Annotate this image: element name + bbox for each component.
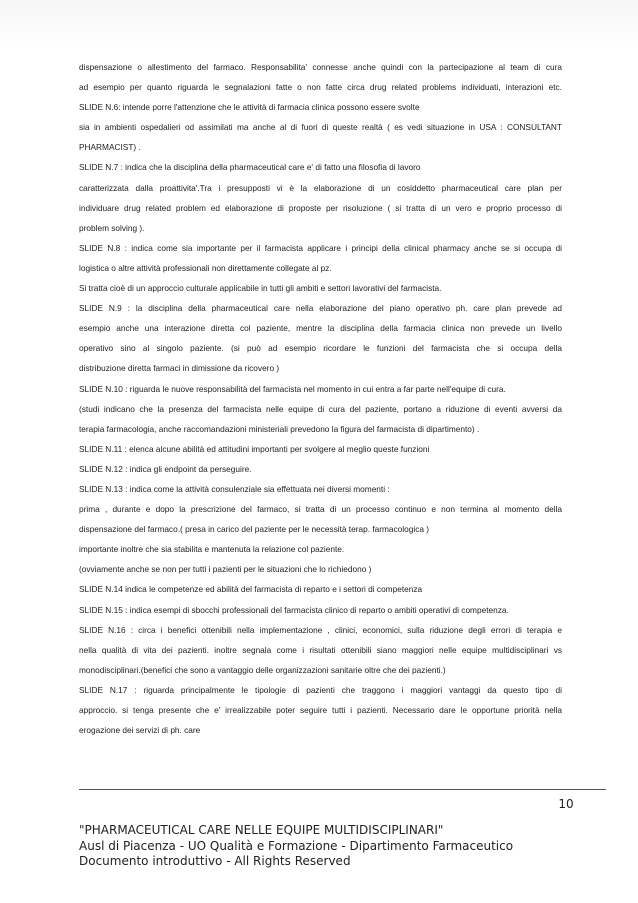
- text-line: SLIDE N.12 : indica gli endpoint da perseguire.: [79, 463, 252, 474]
- text-line: sia in ambienti ospedalieri od assimilati ma anche al di fuori di queste realtà ( es vedi situazione in USA : CONSULTANT: [79, 122, 562, 133]
- text-line: dispensazione o allestimento del farmaco. Responsabilita' connesse anche quindi con la partecipazione al team di cura: [79, 62, 562, 72]
- text-line: SLIDE N.6: intende porre l'attenzione che le attività di farmacia clinica possono essere svolte: [79, 102, 420, 113]
- text-line: dispensazione del farmaco.( presa in carico del paziente per le necessità terap. farmacologica ): [79, 524, 430, 535]
- text-line: (studi indicano che la presenza del farmacista nelle equipe di cura del paziente, portano a riduzione di eventi avversi da: [79, 403, 562, 414]
- text-line: individuare drug related problem ed elaborazione di proposte per risoluzione ( si tratta di un vero e proprio processo di: [79, 202, 562, 213]
- text-line: SLIDE N.9 : la disciplina della pharmaceutical care nella elaborazione del piano operativo ph. care plan prevede ad: [79, 303, 562, 314]
- footer-title: "PHARMACEUTICAL CARE NELLE EQUIPE MULTIDISCIPLINARI": [79, 823, 444, 837]
- text-line: SLIDE N.13 : indica come la attività consulenziale sia effettuata nei diversi momenti :: [79, 483, 390, 494]
- footer-rights: Documento introduttivo - All Rights Reserved: [79, 854, 351, 868]
- footer-divider: [79, 789, 606, 790]
- text-line: SLIDE N.14 indica le competenze ed abilità del farmacista di reparto e i settori di competenza: [79, 584, 423, 595]
- page-footer: [79, 823, 579, 870]
- body-text: [79, 57, 562, 740]
- page-number: 10: [558, 797, 574, 811]
- text-line: Si tratta cioè di un approccio culturale applicabile in tutti gli ambiti e settori lavorativi del farmacista.: [79, 283, 442, 294]
- text-line: monodisciplinari.(benefici che sono a vantaggio delle organizzazioni sanitarie oltre che dei pazienti.): [79, 664, 446, 675]
- text-line: approccio. si tenga presente che e' irrealizzabile poter seguire tutti i pazienti. Necessario dare le opportune priorità nella: [79, 705, 562, 715]
- text-line: logistica o altre attività professionali non direttamente collegate al pz.: [79, 262, 332, 273]
- text-line: importante inoltre che sia stabilita e mantenuta la relazione col paziente.: [79, 544, 345, 555]
- text-line: prima , durante e dopo la prescrizione del farmaco, si tratta di un processo continuo e non termina al momento della: [79, 504, 562, 515]
- text-line: SLIDE N.17 : riguarda principalmente le tipologie di pazienti che traggono i maggiori vantaggi da questo tipo di: [79, 684, 562, 695]
- text-line: distribuzione diretta farmaci in dimissione da ricovero ): [79, 363, 280, 374]
- text-line: SLIDE N.7 : indica che la disciplina della pharmaceutical care e' di fatto una filosofia di lavoro: [79, 162, 421, 173]
- text-line: terapia farmacologia, anche raccomandazioni ministeriali prevedono la figura del farmacista di dipartimento) .: [79, 423, 480, 434]
- text-line: PHARMACIST) .: [79, 142, 141, 153]
- text-line: SLIDE N.10 : riguarda le nuove responsabilità del farmacista nel momento in cui entra a far parte nell'equipe di cura.: [79, 383, 506, 394]
- text-line: ad esempio per quanto riguarda le segnalazioni fatte o non fatte circa drug related problems individuati, interazioni etc.: [79, 82, 562, 93]
- text-line: operativo sino al singolo paziente. (si può ad esempio ricordare le funzioni del farmacista che si occupa della: [79, 343, 562, 354]
- text-line: SLIDE N.11 : elenca alcune abilità ed attitudini importanti per svolgere al meglio queste funzioni: [79, 443, 430, 454]
- text-line: erogazione dei servizi di ph. care: [79, 725, 201, 736]
- text-line: SLIDE N.8 : indica come sia importante per il farmacista applicare i principi della clinical pharmacy anche se si occupa di: [79, 242, 562, 253]
- footer-organization: Ausl di Piacenza - UO Qualità e Formazione - Dipartimento Farmaceutico: [79, 838, 514, 853]
- text-line: nella qualità di vita dei pazienti. inoltre segnala come i risultati ottenibili siano maggiori nelle equipe multidisciplinari vs: [79, 644, 562, 655]
- text-line: esempio anche una interazione diretta col paziente, mentre la disciplina della farmacia clinica non prevede un livello: [79, 323, 562, 334]
- text-line: SLIDE N.15 : indica esempi di sbocchi professionali del farmacista clinico di reparto o ambiti operativi di competenza.: [79, 604, 509, 615]
- text-line: SLIDE N.16 : circa i benefici ottenibili nella implementazione , clinici, economici, sulla riduzione degli errori di terapia e: [79, 624, 562, 635]
- text-line: caratterizzata dalla proattivita'.Tra i presupposti vi è la elaborazione di un cosiddetto pharmaceutical care plan per: [79, 182, 562, 193]
- text-line: problem solving ).: [79, 222, 145, 233]
- scan-shadow: [0, 0, 638, 48]
- text-line: (ovviamente anche se non per tutti i pazienti per le situazioni che lo richiedono ): [79, 564, 372, 575]
